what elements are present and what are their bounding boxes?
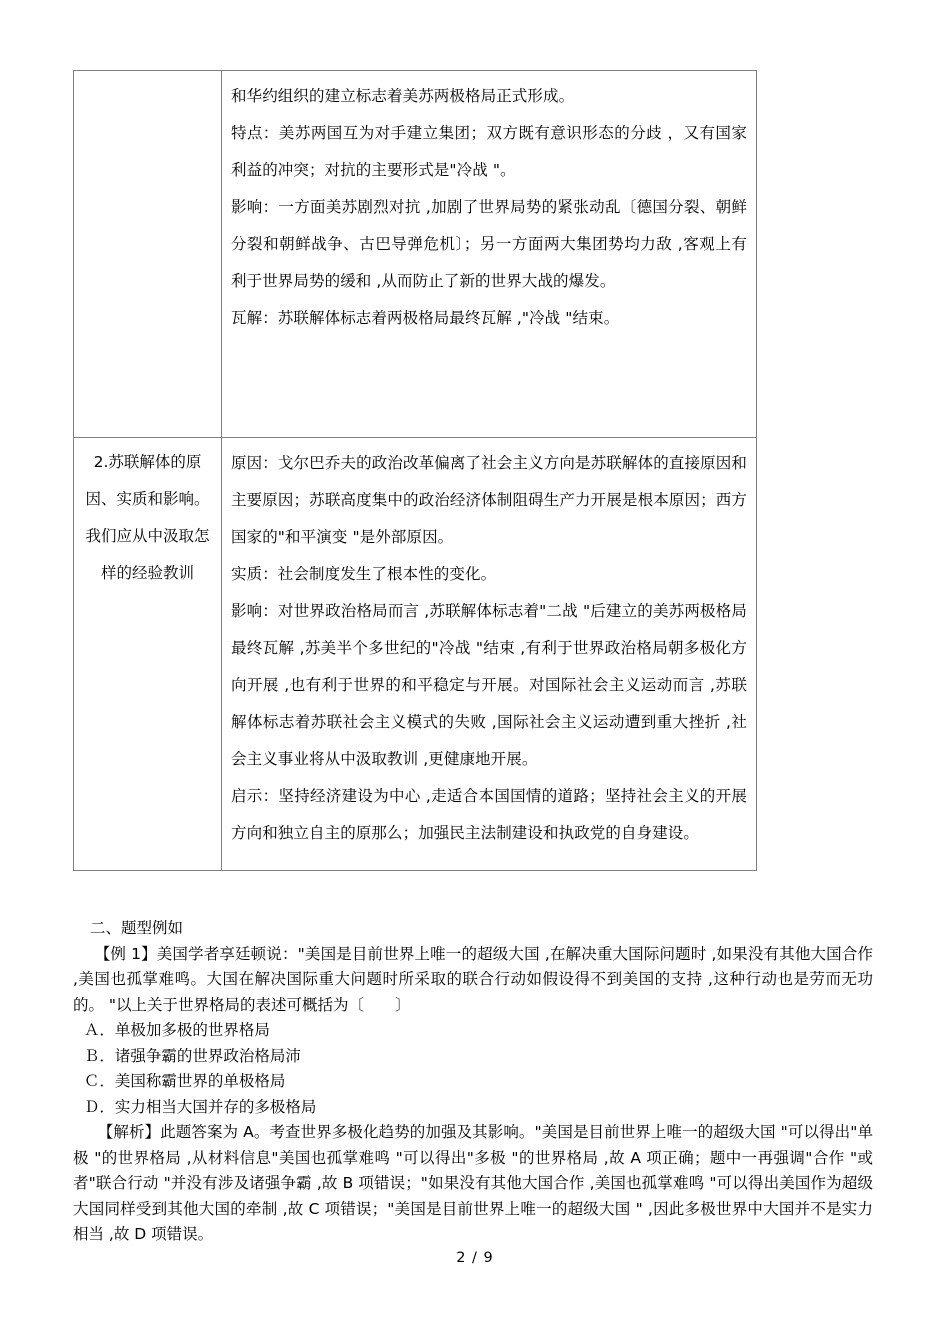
cell-spacer [231, 337, 747, 437]
page-number: 2 / 9 [456, 1250, 494, 1266]
option-a: Ａ．单极加多极的世界格局 [83, 1021, 270, 1039]
paragraph: 影响：一方面美苏剧烈对抗 ,加剧了世界局势的紧张动乱〔德国分裂、朝鲜分裂和朝鲜战争、古巴导弹危机〕；另一方面两大集团势均力敌 ,客观上有利于世界局势的缓和 ,从而防止了新的世界大战的爆发。 [231, 198, 747, 290]
analysis-paragraph: 【解析】此题答案为 A。考查世界多极化趋势的加强及其影响。"美国是目前世界上唯一的超级大国 "可以得出"单极 "的世界格局 ,从材料信息"美国也孤掌难鸣 "可以得出"多极 "的世界格局 ,故 A 项正确；题中一再强调"合作 "或者"联合行动 "并没有涉及诸强争霸 ,故 B 项错误；"如果没有其他大国合作 ,美国也孤掌难鸣 "可以得出美国作为超级大国同样受到其他大国的牵制 ,故 C 项错误；"美国是目前世界上唯一的超级大国 " ,因此多极世界中大国并不是实力相当 ,故 D 项错误。 [73, 1123, 873, 1243]
row1-body [222, 71, 756, 437]
table-cell-body-2 [222, 438, 757, 871]
paragraph: 特点：美苏两国互为对手建立集团；双方既有意识形态的分歧 ，又有国家利益的冲突；对抗的主要形式是"冷战 "。 [231, 124, 747, 179]
table-cell-body-1 [222, 71, 757, 438]
row2-body [222, 438, 756, 870]
paragraph: 和华约组织的建立标志着美苏两极格局正式形成。 [231, 87, 575, 105]
option-b: Ｂ．诸强争霸的世界政治格局沛 [83, 1046, 301, 1065]
row2-label-line: 2.苏联解体的原 [93, 453, 202, 471]
paragraph: 瓦解：苏联解体标志着两极格局最终瓦解 ,"冷战 "结束。 [231, 309, 620, 327]
table-row [74, 71, 757, 438]
row1-label [74, 71, 221, 83]
row2-label-line: 我们应从中汲取怎 [85, 527, 210, 545]
row2-label-line: 样的经验教训 [100, 564, 194, 582]
paragraph: 影响：对世界政治格局而言 ,苏联解体标志着"二战 "后建立的美苏两极格局最终瓦解 ,苏美半个多世纪的"冷战 "结束 ,有利于世界政治格局朝多极化方向开展 ,也有利于世界的和平稳定与开展。对国际社会主义运动而言 ,苏联解体标志着苏联社会主义模式的失败 ,国际社会主义运动遭到重大挫折 ,社会主义事业将从中汲取教训 ,更健康地开展。 [231, 602, 747, 768]
option-d: Ｄ．实力相当大国并存的多极格局 [83, 1097, 317, 1116]
option-c: Ｃ．美国称霸世界的单极格局 [83, 1072, 286, 1090]
table-cell-label-2 [74, 438, 222, 871]
paragraph: 启示：坚持经济建设为中心 ,走适合本国国情的道路；坚持社会主义的开展方向和独立自主的原那么；加强民主法制建设和执政党的自身建设。 [231, 787, 747, 842]
paragraph: 原因：戈尔巴乔夫的政治改革偏离了社会主义方向是苏联解体的直接原因和主要原因；苏联高度集中的政治经济体制阻碍生产力开展是根本原因；西方国家的"和平演变 "是外部原因。 [231, 454, 747, 546]
section-heading: 二、题型例如 [90, 919, 184, 937]
cell-spacer [231, 852, 747, 864]
table-row [74, 438, 757, 871]
row2-label-line: 因、实质和影响。 [85, 490, 210, 508]
row2-label [74, 438, 221, 598]
table-cell-label-1 [74, 71, 222, 438]
example-stem: 【例 1】美国学者享廷顿说："美国是目前世界上唯一的超级大国 ,在解决重大国际问题时 ,如果没有其他大国合作 ,美国也孤掌难鸣。大国在解决国际重大问题时所采取的联合行动如假设得不到美国的支持 ,这种行动也是劳而无功的。 "以上关于世界格局的表述可概括为〔 〕 [73, 944, 873, 1014]
below-table-content [73, 916, 873, 1248]
paragraph: 实质：社会制度发生了根本性的变化。 [231, 565, 497, 583]
content-table [73, 70, 757, 871]
